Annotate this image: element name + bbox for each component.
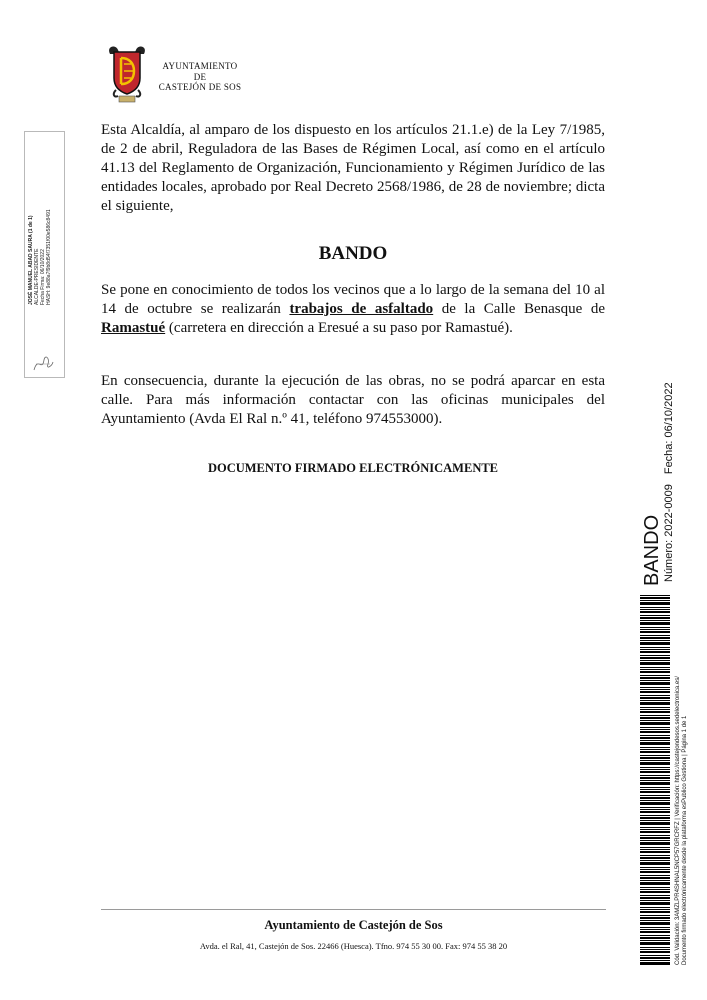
barcode-bar — [640, 820, 670, 821]
barcode-bar — [640, 597, 670, 599]
org-line-2: DE — [193, 71, 207, 82]
barcode-bar — [640, 920, 670, 921]
barcode-bar — [640, 707, 670, 708]
footer-divider — [101, 909, 606, 910]
barcode-bar — [640, 607, 670, 608]
barcode-bar — [640, 947, 670, 948]
barcode-bar — [640, 655, 670, 656]
barcode-bar — [640, 791, 670, 793]
barcode-bar — [640, 871, 670, 873]
barcode-bar — [640, 677, 670, 679]
barcode-bar — [640, 929, 670, 930]
barcode-bar — [640, 697, 670, 699]
signature-date: Fecha Firma: 06/10/2022 — [40, 249, 46, 305]
works-highlight: trabajos de asfaltado — [289, 301, 434, 317]
barcode-bar — [640, 627, 670, 628]
barcode-bar — [640, 911, 670, 913]
barcode-bar — [640, 807, 670, 808]
signed-note: DOCUMENTO FIRMADO ELECTRÓNICAMENTE — [207, 461, 499, 475]
barcode-bar — [640, 960, 670, 961]
barcode-bar — [640, 867, 670, 868]
barcode-bar — [640, 611, 670, 613]
barcode-bar — [640, 962, 670, 965]
barcode-bar — [640, 907, 670, 908]
barcode-bar — [640, 815, 670, 816]
barcode-bar — [640, 940, 670, 941]
barcode-bar — [640, 842, 670, 845]
p2-text-a: Se pone en conocimiento de todos los vecinos que a lo largo de la semana del 10 al 14 de octubre se realizarán — [101, 282, 605, 317]
barcode-bar — [640, 602, 670, 605]
barcode-bar — [640, 869, 670, 870]
barcode-bar — [640, 787, 670, 788]
signer-role: ALCALDE-PRESIDENTE — [34, 248, 40, 305]
signature-details — [28, 209, 52, 305]
p2-text-e: (carretera en dirección a Eresué a su paso por Ramastué). — [165, 320, 513, 336]
barcode-bar — [640, 631, 670, 633]
barcode-bar — [640, 675, 670, 676]
barcode-bar — [640, 680, 670, 681]
barcode-bar — [640, 949, 670, 950]
barcode-bar — [640, 809, 670, 810]
validation-code-line-2: Documento firmado electrónicamente desde la plataforma esPublico Gestiona | Página 1 de 1 — [682, 715, 688, 965]
barcode-bar — [640, 667, 670, 668]
barcode-bar — [640, 837, 670, 839]
barcode-bar — [640, 660, 670, 661]
barcode-bar — [640, 755, 670, 756]
org-line-3: CASTEJÓN DE SOS — [158, 82, 242, 92]
barcode-bar — [640, 877, 670, 879]
barcode-bar — [640, 935, 670, 936]
barcode-bar — [640, 600, 670, 601]
barcode-bar — [640, 895, 670, 896]
barcode-bar — [640, 691, 670, 693]
barcode-bar — [640, 900, 670, 901]
barcode-bar — [640, 955, 670, 956]
barcode-bar — [640, 635, 670, 636]
barcode-bar — [640, 909, 670, 910]
side-doc-number: Número: 2022-0009 — [663, 484, 675, 582]
document-title: BANDO — [318, 243, 388, 264]
barcode-bar — [640, 657, 670, 659]
barcode-bar — [640, 640, 670, 641]
signature-hash: HASH: 9e88a7f9b8d54f7351f00e586c8491 — [46, 209, 52, 305]
barcode-bar — [640, 727, 670, 728]
barcode-bar — [640, 771, 670, 773]
coat-of-arms-icon — [104, 44, 150, 104]
barcode-bar — [640, 695, 670, 696]
barcode-bar — [640, 689, 670, 690]
barcode-bar — [640, 722, 670, 725]
place-highlight: Ramastué — [101, 320, 166, 336]
validation-code-line-1: Cód. Validación: 3AMZLPR4SHNAL5NCP57GRCRFZ | Verificación: https://castejondesos.sedelectronica.es/ — [675, 676, 681, 965]
organization-name — [152, 61, 248, 93]
barcode-bar — [640, 882, 670, 885]
barcode-bar — [640, 669, 670, 670]
barcode-bar — [640, 855, 670, 856]
barcode-bar — [640, 649, 670, 650]
barcode-bar — [640, 622, 670, 625]
barcode-bar — [640, 902, 670, 905]
announcement-paragraph — [101, 281, 605, 338]
barcode-bar — [640, 897, 670, 899]
barcode-bar — [640, 720, 670, 721]
barcode-bar — [640, 615, 670, 616]
barcode-bar — [640, 891, 670, 893]
barcode-bar — [640, 831, 670, 833]
barcode-bar — [640, 849, 670, 850]
barcode-bar — [640, 922, 670, 925]
barcode-bar — [640, 917, 670, 919]
barcode-bar — [640, 717, 670, 719]
barcode-bar — [640, 797, 670, 799]
barcode-bar — [640, 647, 670, 648]
consequence-paragraph: En consecuencia, durante la ejecución de las obras, no se podrá aparcar en esta calle. Para más información contactar con las oficinas municipales del Ayuntamiento (Avda El Ral n.º 41, teléfono 974553000). — [101, 373, 605, 427]
barcode-bar — [640, 702, 670, 705]
barcode-bar — [640, 662, 670, 665]
org-line-1: AYUNTAMIENTO — [162, 61, 238, 71]
barcode-bar — [640, 609, 670, 610]
barcode-bar — [640, 851, 670, 853]
barcode-bar — [640, 931, 670, 933]
barcode-bar — [640, 860, 670, 861]
barcode-bar — [640, 811, 670, 813]
side-doc-type: BANDO — [641, 514, 663, 586]
barcode-bar — [640, 709, 670, 710]
barcode-bar — [640, 875, 670, 876]
barcode-bar — [640, 737, 670, 739]
p2-text-c: de la Calle Benasque de — [433, 301, 605, 317]
signature-scribble-icon — [30, 352, 56, 374]
barcode-bar — [640, 957, 670, 959]
barcode-bar — [640, 840, 670, 841]
barcode-bar — [640, 887, 670, 888]
barcode-bar — [640, 829, 670, 830]
barcode-bar — [640, 671, 670, 673]
barcode-bar — [640, 735, 670, 736]
barcode-bar — [640, 782, 670, 785]
barcode-bar — [640, 687, 670, 688]
barcode-bar — [640, 777, 670, 779]
intro-paragraph: Esta Alcaldía, al amparo de los dispuesto en los artículos 21.1.e) de la Ley 7/1985, de 2 de abril, Reguladora de las Bases de Régimen Local, así como en el artículo 41.13 del Reglamento de Organización, Funcionamiento y Régimen Jurídico de las entidades locales, aprobado por Real Decreto 2568/1986, de 28 de noviembre; dicta el siguiente, — [101, 122, 605, 214]
barcode-bar — [640, 937, 670, 939]
barcode-bar — [640, 749, 670, 750]
barcode-bar — [640, 862, 670, 865]
barcode-bar — [640, 927, 670, 928]
barcode-bar — [640, 715, 670, 716]
barcode-bar — [640, 751, 670, 753]
barcode-bar — [640, 742, 670, 745]
barcode-bar — [640, 651, 670, 653]
barcode-bar — [640, 857, 670, 859]
barcode-bar — [640, 682, 670, 685]
barcode-bar — [640, 880, 670, 881]
validation-barcode — [640, 595, 670, 965]
barcode-bar — [640, 835, 670, 836]
barcode-bar — [640, 795, 670, 796]
barcode-bar — [640, 762, 670, 765]
barcode-bar — [640, 817, 670, 819]
barcode-bar — [640, 747, 670, 748]
barcode-bar — [640, 620, 670, 621]
signer-name: JOSÉ MANUEL ABAD SAURA (1 de 1) — [28, 215, 34, 305]
barcode-bar — [640, 757, 670, 759]
side-doc-meta — [663, 382, 675, 582]
barcode-bar — [640, 642, 670, 645]
barcode-bar — [640, 711, 670, 713]
barcode-bar — [640, 780, 670, 781]
validation-code — [675, 676, 689, 965]
barcode-bar — [640, 775, 670, 776]
barcode-bar — [640, 802, 670, 805]
barcode-bar — [640, 731, 670, 733]
barcode-bar — [640, 942, 670, 945]
barcode-bar — [640, 822, 670, 825]
barcode-bar — [640, 769, 670, 770]
barcode-bar — [640, 951, 670, 953]
barcode-bar — [640, 700, 670, 701]
barcode-bar — [640, 789, 670, 790]
barcode-bar — [640, 889, 670, 890]
side-doc-date: Fecha: 06/10/2022 — [663, 382, 675, 475]
barcode-bar — [640, 847, 670, 848]
barcode-bar — [640, 760, 670, 761]
barcode-bar — [640, 827, 670, 828]
barcode-bar — [640, 740, 670, 741]
barcode-bar — [640, 617, 670, 619]
barcode-bar — [640, 595, 670, 596]
barcode-bar — [640, 629, 670, 630]
barcode-bar — [640, 800, 670, 801]
barcode-bar — [640, 637, 670, 639]
footer-name: Ayuntamiento de Castejón de Sos — [264, 918, 443, 932]
barcode-bar — [640, 915, 670, 916]
barcode-bar — [640, 767, 670, 768]
footer-address: Avda. el Ral, 41, Castejón de Sos. 22466 (Huesca). Tfno. 974 55 30 00. Fax: 974 55 38 20 — [199, 941, 508, 951]
barcode-bar — [640, 729, 670, 730]
